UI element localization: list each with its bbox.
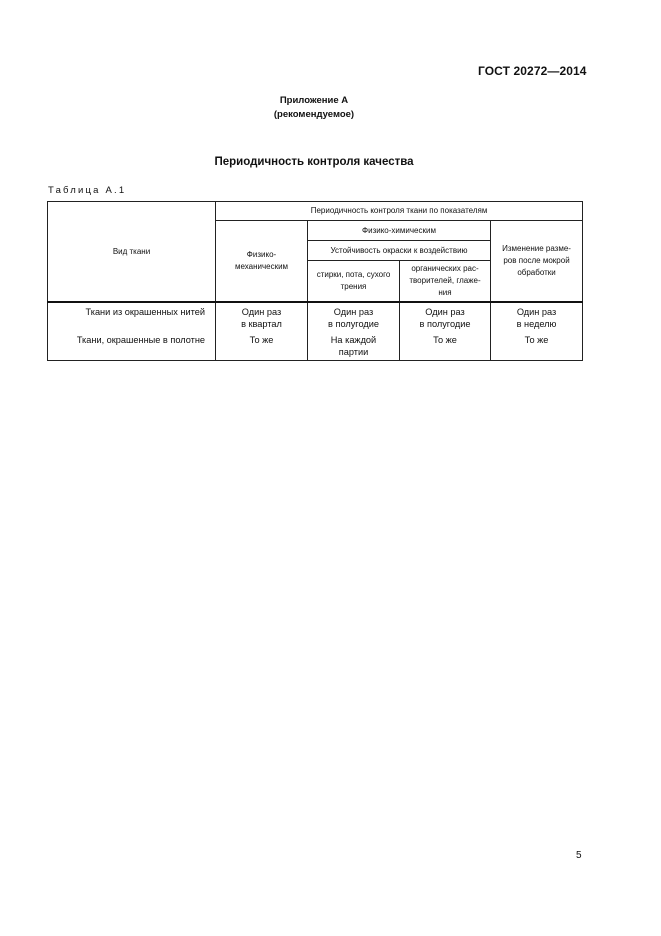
page-number: 5 xyxy=(576,850,582,861)
header-physmech: Физико- механическим xyxy=(216,221,308,303)
document-code: ГОСТ 20272—2014 xyxy=(478,64,587,78)
cell-solvents: То же xyxy=(400,332,491,361)
cell-wash: Один раз в полугодие xyxy=(308,302,400,332)
header-solvents-ironing: органических рас- творителей, глаже- ния xyxy=(400,261,491,303)
header-dimension-change: Изменение разме- ров после мокрой обработки xyxy=(491,221,583,303)
cell-physmech: То же xyxy=(216,332,308,361)
table-row xyxy=(48,302,583,332)
table-label: Таблица А.1 xyxy=(48,185,127,196)
quality-control-table xyxy=(47,201,583,361)
row-fabric-name: Ткани, окрашенные в полотне xyxy=(48,332,216,361)
cell-wash: На каждой партии xyxy=(308,332,400,361)
appendix-title: Приложение А xyxy=(279,95,349,106)
header-physchem: Физико-химическим xyxy=(308,221,491,241)
header-fabric-type: Вид ткани xyxy=(48,202,216,303)
table-row xyxy=(48,332,583,361)
appendix-heading xyxy=(0,94,628,122)
cell-physmech: Один раз в квартал xyxy=(216,302,308,332)
header-colorfastness: Устойчивость окраски к воздействию xyxy=(308,241,491,261)
appendix-status: (рекомендуемое) xyxy=(273,109,355,120)
cell-dimension: То же xyxy=(491,332,583,361)
row-fabric-name: Ткани из окрашенных нитей xyxy=(48,302,216,332)
header-wash-sweat-rub: стирки, пота, сухого трения xyxy=(308,261,400,303)
cell-solvents: Один раз в полугодие xyxy=(400,302,491,332)
cell-dimension: Один раз в неделю xyxy=(491,302,583,332)
header-periodicity: Периодичность контроля ткани по показателям xyxy=(216,202,583,221)
section-title: Периодичность контроля качества xyxy=(214,156,414,168)
